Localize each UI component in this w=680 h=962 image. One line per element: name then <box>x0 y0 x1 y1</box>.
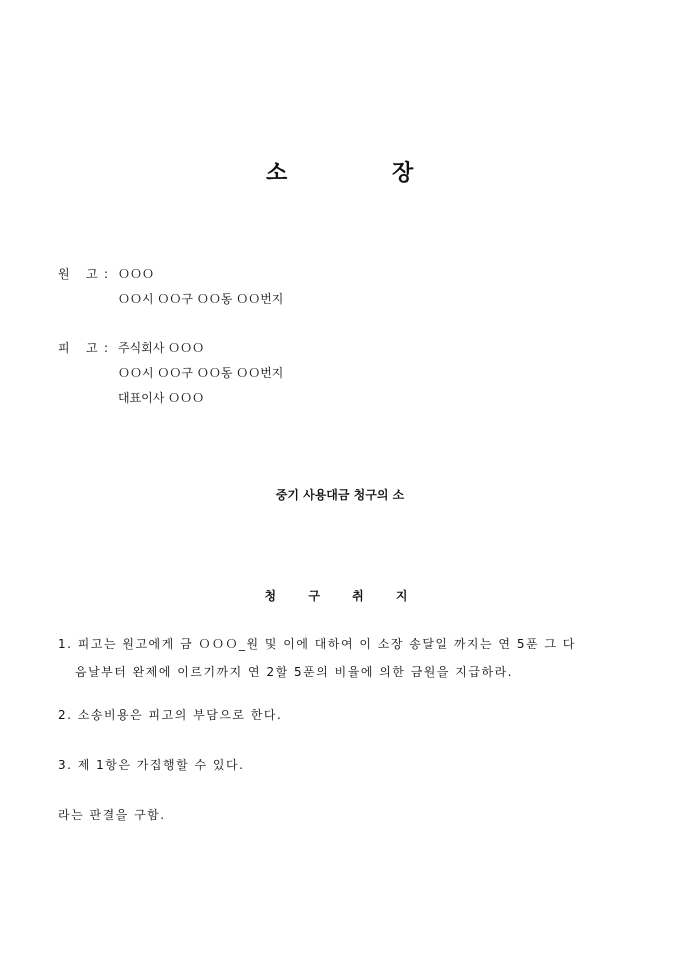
plaintiff-address: ＯＯ시 ＯＯ구 ＯＯ동 ＯＯ번지 <box>118 292 284 306</box>
plaintiff-name: ＯＯＯ <box>118 267 155 281</box>
case-name: 중기 사용대금 청구의 소 <box>275 488 405 502</box>
claim-item-1-line-1: 1. 피고는 원고에게 금 ＯＯＯ_원 및 이에 대하여 이 소장 송달일 까지는 연 5푼 그 다 <box>58 637 576 651</box>
defendant-name: 주식회사 ＯＯＯ <box>118 341 205 355</box>
document-title <box>0 156 680 188</box>
claim-item-1-line-2: 음날부터 완제에 이르기까지 연 2할 5푼의 비율에 의한 금원을 지급하라. <box>75 665 513 679</box>
claim-heading: 청 구 취 지 <box>264 589 422 603</box>
plaintiff-label-char-1: 원 <box>58 267 70 281</box>
title-char-so: 소 <box>266 160 288 186</box>
claim-item-2: 2. 소송비용은 피고의 부담으로 한다. <box>58 708 283 722</box>
plaintiff-label-char-2: 고 <box>86 267 98 281</box>
claim-item-3: 3. 제 1항은 가집행할 수 있다. <box>58 758 245 772</box>
plaintiff-colon: : <box>104 267 109 281</box>
defendant-address: ＯＯ시 ＯＯ구 ＯＯ동 ＯＯ번지 <box>118 366 284 380</box>
title-char-jang: 장 <box>392 160 414 186</box>
defendant-colon: : <box>104 341 109 355</box>
closing-statement: 라는 판결을 구함. <box>58 808 166 822</box>
defendant-label-char-2: 고 <box>86 341 98 355</box>
defendant-label-char-1: 피 <box>58 341 70 355</box>
claim-item-1 <box>58 630 576 686</box>
defendant-representative: 대표이사 ＯＯＯ <box>118 391 205 405</box>
